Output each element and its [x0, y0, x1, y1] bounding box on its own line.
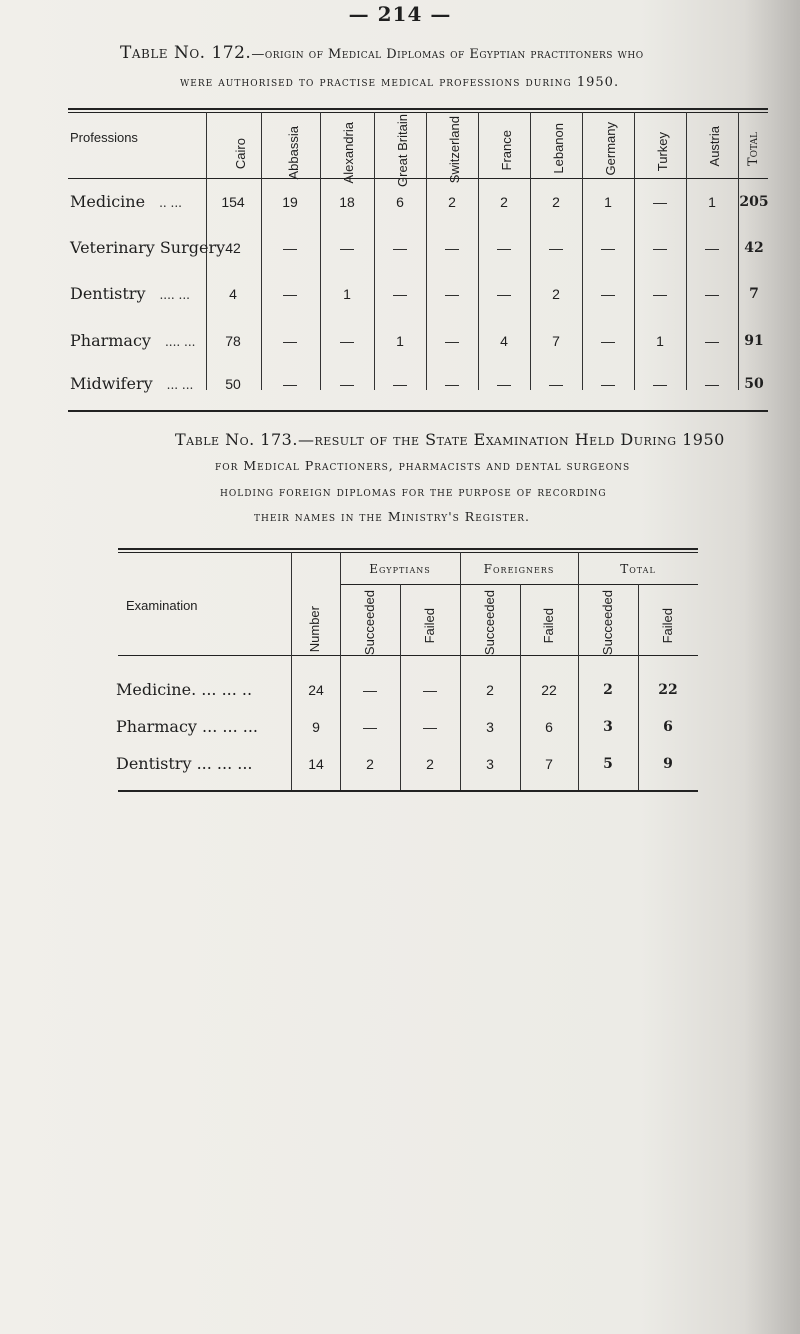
table172-cell: —: [340, 376, 354, 392]
table173-row-label: Medicine. ... ... ..: [116, 680, 253, 699]
table172-cell: 42: [225, 240, 241, 256]
table173-cell: 2: [366, 756, 374, 772]
table173-cell: 2: [603, 682, 613, 698]
table173: [118, 548, 698, 793]
table172-cell: 18: [339, 194, 355, 210]
row-label-text: Dentistry: [70, 284, 146, 303]
table173-cell: 2: [486, 682, 494, 698]
col-austria: Austria: [707, 126, 722, 167]
col-turkey: Turkey: [655, 132, 670, 172]
table172-cell: —: [445, 240, 459, 256]
table173-cell: 3: [486, 719, 494, 735]
table172-cell: 1: [708, 194, 716, 210]
table172-corner-label: Professions: [70, 130, 138, 145]
table173-line3: holding foreign diplomas for the purpose of recording: [220, 484, 607, 499]
table172-cell: 1: [396, 333, 404, 349]
table172-cell: —: [283, 286, 297, 302]
table172-cell: —: [340, 240, 354, 256]
table172-row-label: [70, 192, 182, 211]
table172-cell: —: [283, 376, 297, 392]
col-number: Number: [307, 606, 322, 653]
table172-cell: 2: [500, 194, 508, 210]
table173-cell: 3: [603, 719, 613, 735]
table172-cell: 6: [396, 194, 404, 210]
col-cairo: Cairo: [233, 138, 248, 170]
table172-cell: —: [601, 376, 615, 392]
col-alexandria: Alexandria: [341, 122, 356, 184]
table172-title-prefix: Table No. 172.: [120, 43, 252, 63]
table173-corner-label: Examination: [126, 598, 198, 613]
table173-row-label: Dentistry ... ... ...: [116, 754, 253, 773]
row-label-leader-dots: .... ...: [164, 335, 196, 349]
table173-cell: —: [423, 719, 437, 735]
table172-cell: —: [340, 333, 354, 349]
table172-cell: —: [283, 333, 297, 349]
table173-cell: 3: [486, 756, 494, 772]
table172-cell: —: [705, 240, 719, 256]
col-total-succeeded: Succeeded: [600, 590, 615, 656]
table172-cell: —: [601, 286, 615, 302]
table172-cell: —: [549, 240, 563, 256]
col-abbassia: Abbassia: [286, 126, 301, 180]
table172-cell: 4: [229, 286, 237, 302]
table172-cell: 205: [739, 194, 769, 210]
table173-cell: 24: [308, 682, 324, 698]
table172-title: [120, 45, 740, 62]
row-label-leader-dots: .... ...: [159, 288, 190, 302]
col-foreigners-succeeded: Succeeded: [482, 590, 497, 656]
table172-cell: 7: [749, 286, 759, 302]
table173-cell: 14: [308, 756, 324, 772]
table172-cell: —: [393, 376, 407, 392]
table172-cell: 1: [604, 194, 612, 210]
table172: [68, 108, 768, 413]
table172-cell: 50: [225, 376, 241, 392]
table172-cell: —: [497, 376, 511, 392]
table172-cell: 2: [552, 194, 560, 210]
table173-cell: 22: [541, 682, 557, 698]
table172-cell: —: [393, 286, 407, 302]
table173-cell: —: [363, 682, 377, 698]
table172-cell: —: [705, 286, 719, 302]
table172-cell: 50: [744, 376, 764, 392]
row-label-text: Veterinary Surgery: [70, 238, 226, 257]
table173-cell: —: [423, 682, 437, 698]
group-foreigners: Foreigners: [483, 562, 555, 576]
group-egyptians: Egyptians: [369, 562, 431, 576]
table172-cell: —: [653, 194, 667, 210]
col-great-britain: Great Britain: [395, 114, 410, 187]
table172-title-rest: —origin of Medical Diplomas of Egyptian practitoners who: [251, 47, 644, 62]
table173-cell: 6: [663, 719, 673, 735]
group-total: Total: [620, 562, 656, 576]
table172-cell: 1: [343, 286, 351, 302]
col-total-failed: Failed: [660, 608, 675, 644]
table172-row-label: [70, 374, 193, 393]
table172-cell: —: [705, 333, 719, 349]
row-label-text: Medicine: [70, 192, 146, 211]
table172-cell: 78: [225, 333, 241, 349]
table172-cell: 1: [656, 333, 664, 349]
table172-cell: 2: [448, 194, 456, 210]
table172-cell: —: [653, 376, 667, 392]
table173-cell: 2: [426, 756, 434, 772]
table173-cell: 9: [312, 719, 320, 735]
table172-cell: —: [445, 286, 459, 302]
table172-cell: —: [601, 333, 615, 349]
table173-cell: 7: [545, 756, 553, 772]
table172-cell: —: [601, 240, 615, 256]
col-egyptians-succeeded: Succeeded: [362, 590, 377, 656]
table172-cell: 2: [552, 286, 560, 302]
col-germany: Germany: [603, 122, 618, 176]
page-number: — 214 —: [348, 2, 452, 26]
table172-cell: 7: [552, 333, 560, 349]
row-label-text: Pharmacy: [70, 331, 151, 350]
table173-cell: 5: [603, 756, 613, 772]
table173-title: [175, 430, 775, 449]
table172-cell: —: [283, 240, 297, 256]
table172-row-label: [70, 284, 190, 303]
table172-cell: 42: [744, 240, 764, 256]
table172-subtitle: were authorised to practise medical professions during 1950.: [180, 75, 620, 90]
table173-cell: 22: [658, 682, 678, 698]
table173-title-prefix: Table No. 173.: [175, 430, 298, 449]
table172-cell: 91: [744, 333, 764, 349]
table172-cell: —: [445, 333, 459, 349]
table172-cell: —: [653, 286, 667, 302]
table172-cell: —: [497, 286, 511, 302]
table172-cell: —: [705, 376, 719, 392]
table172-cell: —: [445, 376, 459, 392]
table173-row-label: Pharmacy ... ... ...: [116, 717, 258, 736]
col-total: Total: [746, 132, 761, 167]
table172-row-label: [70, 331, 195, 350]
table173-cell: 6: [545, 719, 553, 735]
table172-cell: —: [549, 376, 563, 392]
col-lebanon: Lebanon: [551, 123, 566, 174]
table172-cell: 19: [282, 194, 298, 210]
row-label-leader-dots: ... ...: [166, 378, 194, 392]
table172-cell: —: [653, 240, 667, 256]
table172-cell: —: [497, 240, 511, 256]
table173-cell: —: [363, 719, 377, 735]
table173-line2: for Medical Practioners, pharmacists and dental surgeons: [215, 458, 631, 473]
col-switzerland: Switzerland: [447, 116, 462, 184]
col-france: France: [499, 130, 514, 171]
table173-cell: 9: [663, 756, 673, 772]
table172-cell: 154: [221, 194, 245, 210]
row-label-leader-dots: .. ...: [159, 196, 182, 210]
table173-line4: their names in the Ministry's Register.: [254, 509, 531, 524]
table172-cell: 4: [500, 333, 508, 349]
col-egyptians-failed: Failed: [422, 608, 437, 644]
col-foreigners-failed: Failed: [541, 608, 556, 644]
table172-cell: —: [393, 240, 407, 256]
row-label-text: Midwifery: [70, 374, 153, 393]
table173-title-rest: —result of the State Examination Held During 1950: [297, 430, 725, 449]
